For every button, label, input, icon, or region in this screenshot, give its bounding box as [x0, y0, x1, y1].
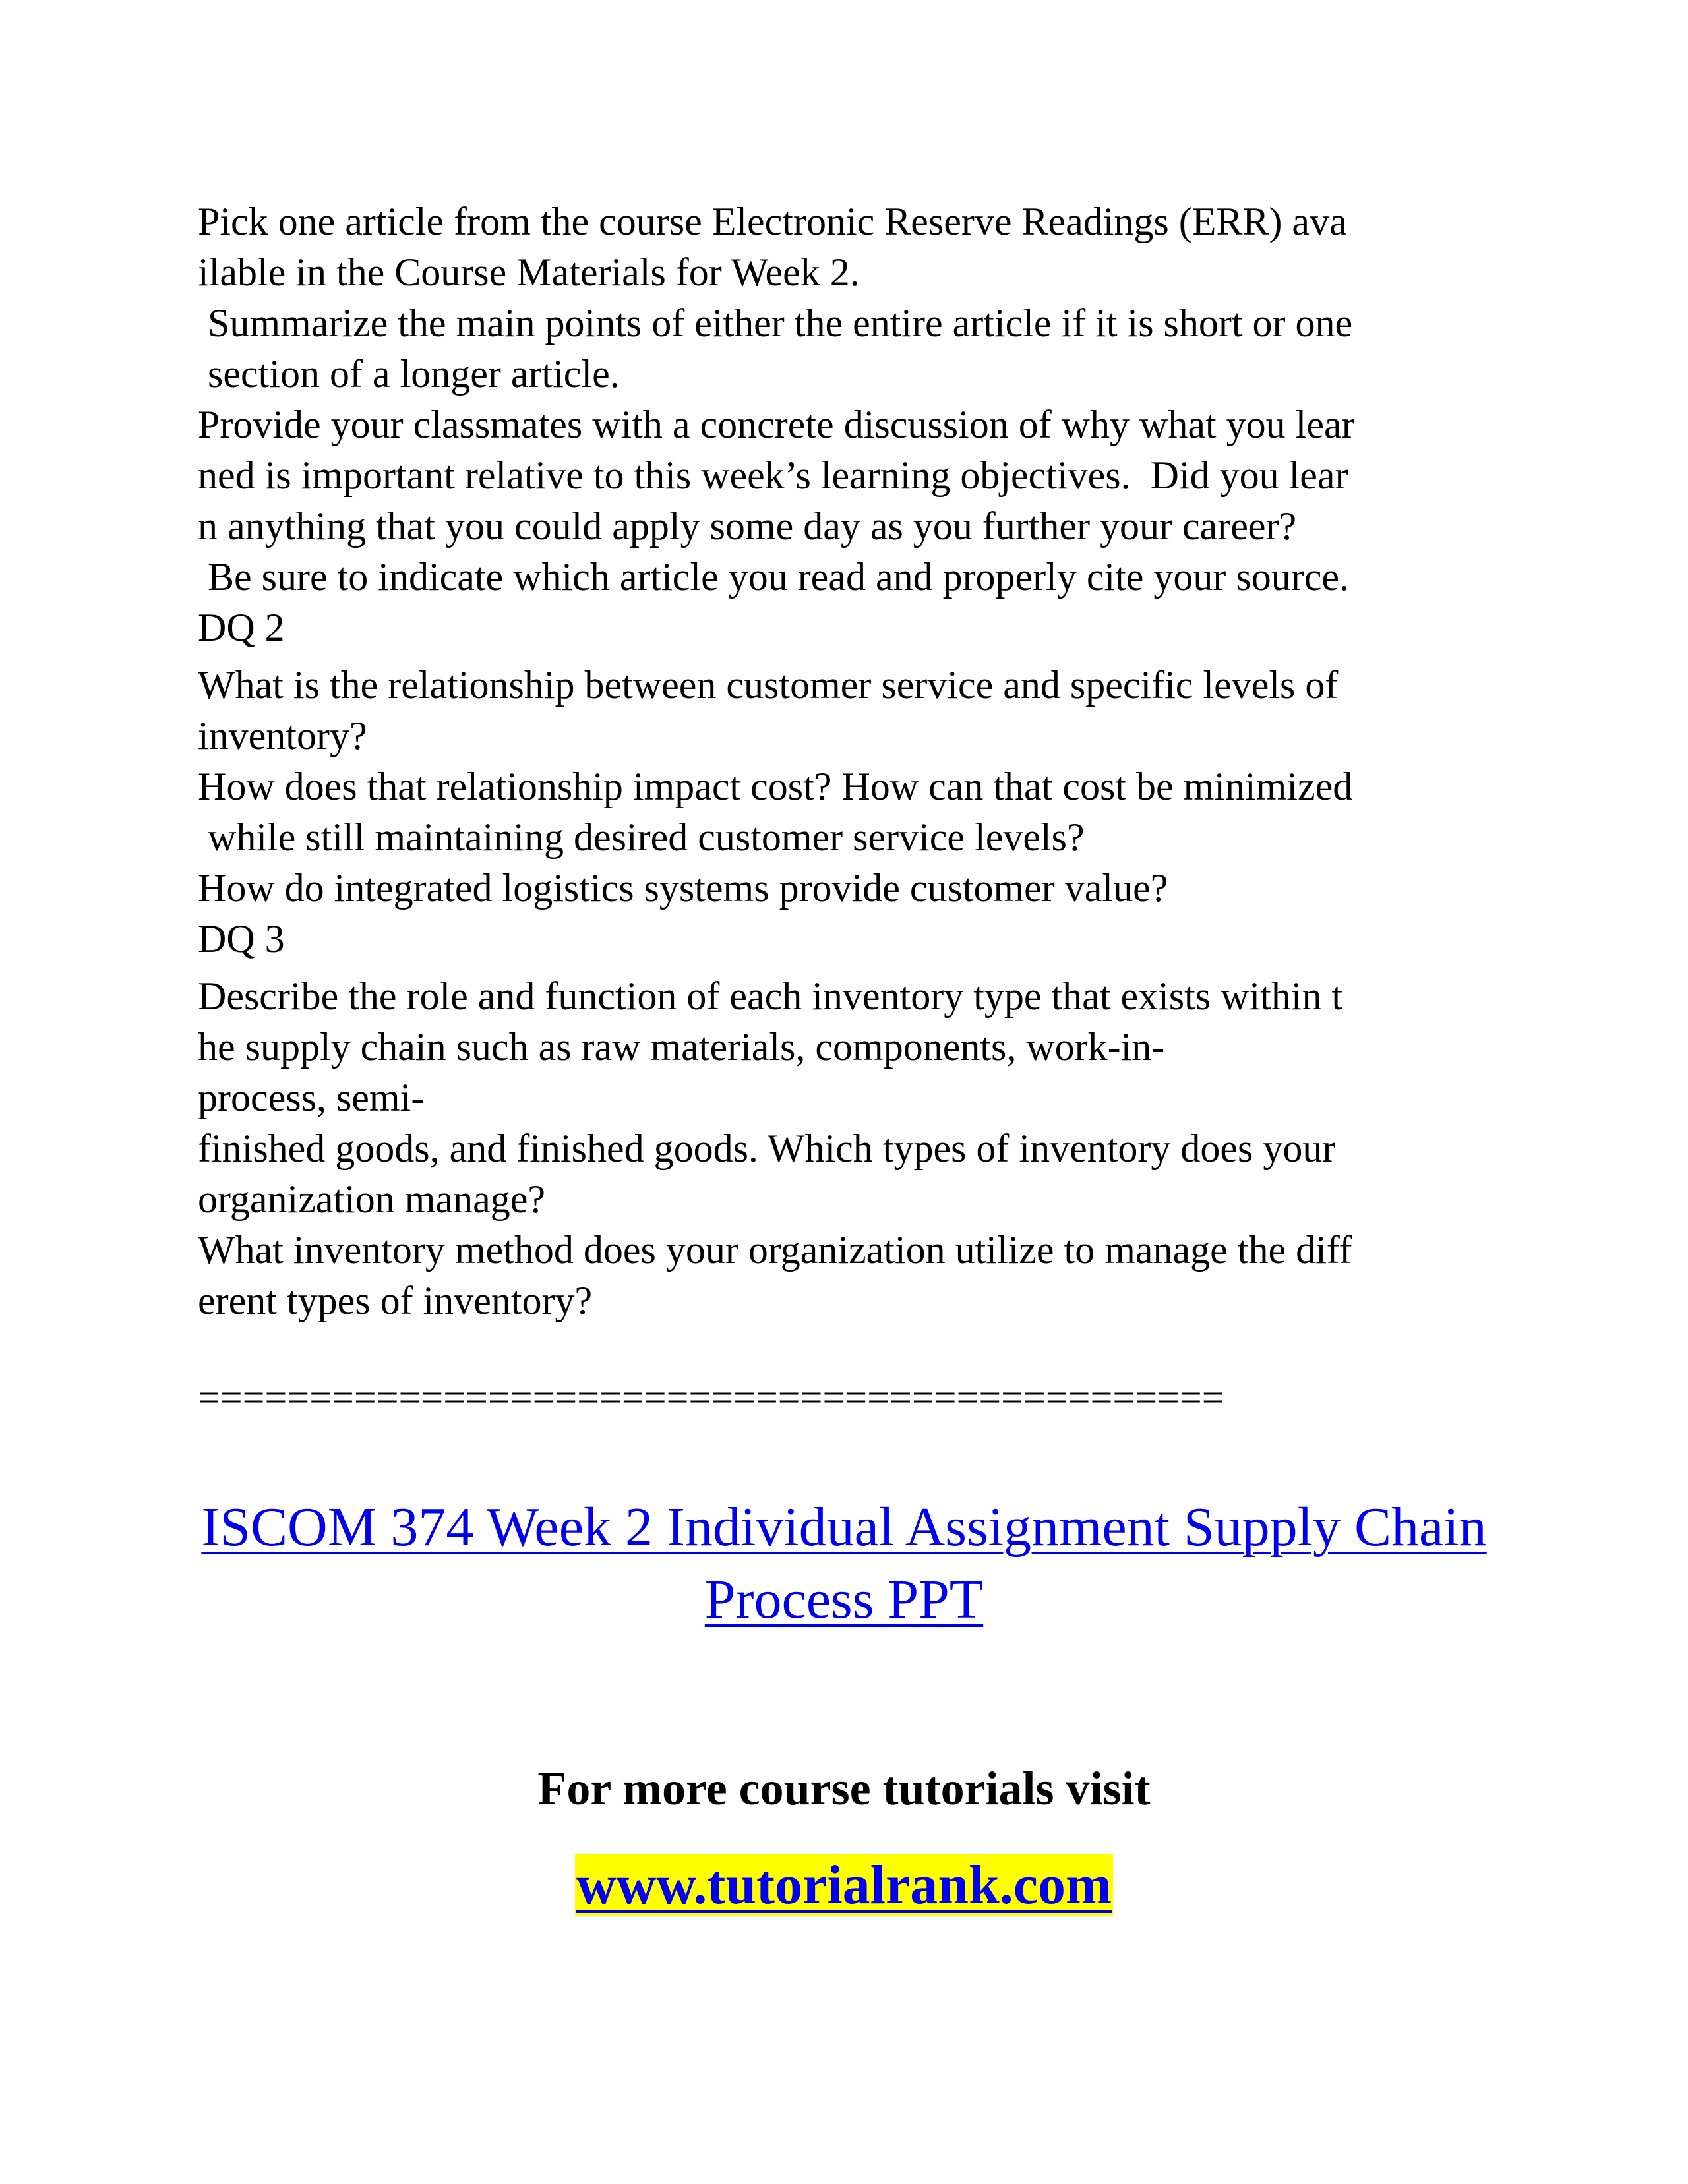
divider-line: ==============================================	[198, 1376, 1224, 1419]
site-link-container	[185, 1851, 1503, 1920]
text-line: ilable in the Course Materials for Week 2.	[198, 251, 860, 294]
text-line: he supply chain such as raw materials, components, work-in-	[198, 1025, 1165, 1069]
text-line: Pick one article from the course Electronic Reserve Readings (ERR) ava	[198, 200, 1347, 243]
text-line: What is the relationship between customer service and specific levels of	[198, 663, 1339, 707]
text-line: Summarize the main points of either the entire article if it is short or one	[198, 301, 1353, 345]
text-line: inventory?	[198, 714, 367, 757]
link-title-line-1: ISCOM 374 Week 2 Individual Assignment Supply Chain	[201, 1496, 1487, 1558]
text-line: n anything that you could apply some day as you further your career?	[198, 504, 1297, 548]
text-line: How do integrated logistics systems provide customer value?	[198, 866, 1168, 910]
more-tutorials-text: For more course tutorials visit	[537, 1762, 1151, 1815]
text-line: Be sure to indicate which article you read and properly cite your source.	[198, 555, 1350, 599]
text-line: What inventory method does your organization utilize to manage the diff	[198, 1228, 1352, 1272]
text-line: organization manage?	[198, 1177, 545, 1221]
dq2-heading: DQ 2	[198, 606, 285, 649]
next-assignment-link[interactable]	[185, 1491, 1503, 1636]
text-line: finished goods, and finished goods. Which types of inventory does your	[198, 1127, 1336, 1170]
next-assignment-title	[185, 1491, 1503, 1636]
assignment-text	[198, 196, 1517, 1326]
text-line: How does that relationship impact cost? How can that cost be minimized	[198, 765, 1353, 808]
text-line: ned is important relative to this week’s learning objectives. Did you lear	[198, 454, 1348, 497]
text-line: Provide your classmates with a concrete discussion of why what you lear	[198, 403, 1355, 446]
text-line: process, semi-	[198, 1076, 425, 1119]
text-line: section of a longer article.	[198, 352, 620, 396]
link-title-line-2: Process PPT	[704, 1569, 984, 1630]
text-line: while still maintaining desired customer service levels?	[198, 815, 1085, 859]
tutorialrank-link[interactable]: www.tutorialrank.com	[576, 1854, 1112, 1916]
text-line: Describe the role and function of each inventory type that exists within t	[198, 974, 1343, 1018]
dq3-heading: DQ 3	[198, 917, 285, 960]
text-line: erent types of inventory?	[198, 1279, 593, 1322]
